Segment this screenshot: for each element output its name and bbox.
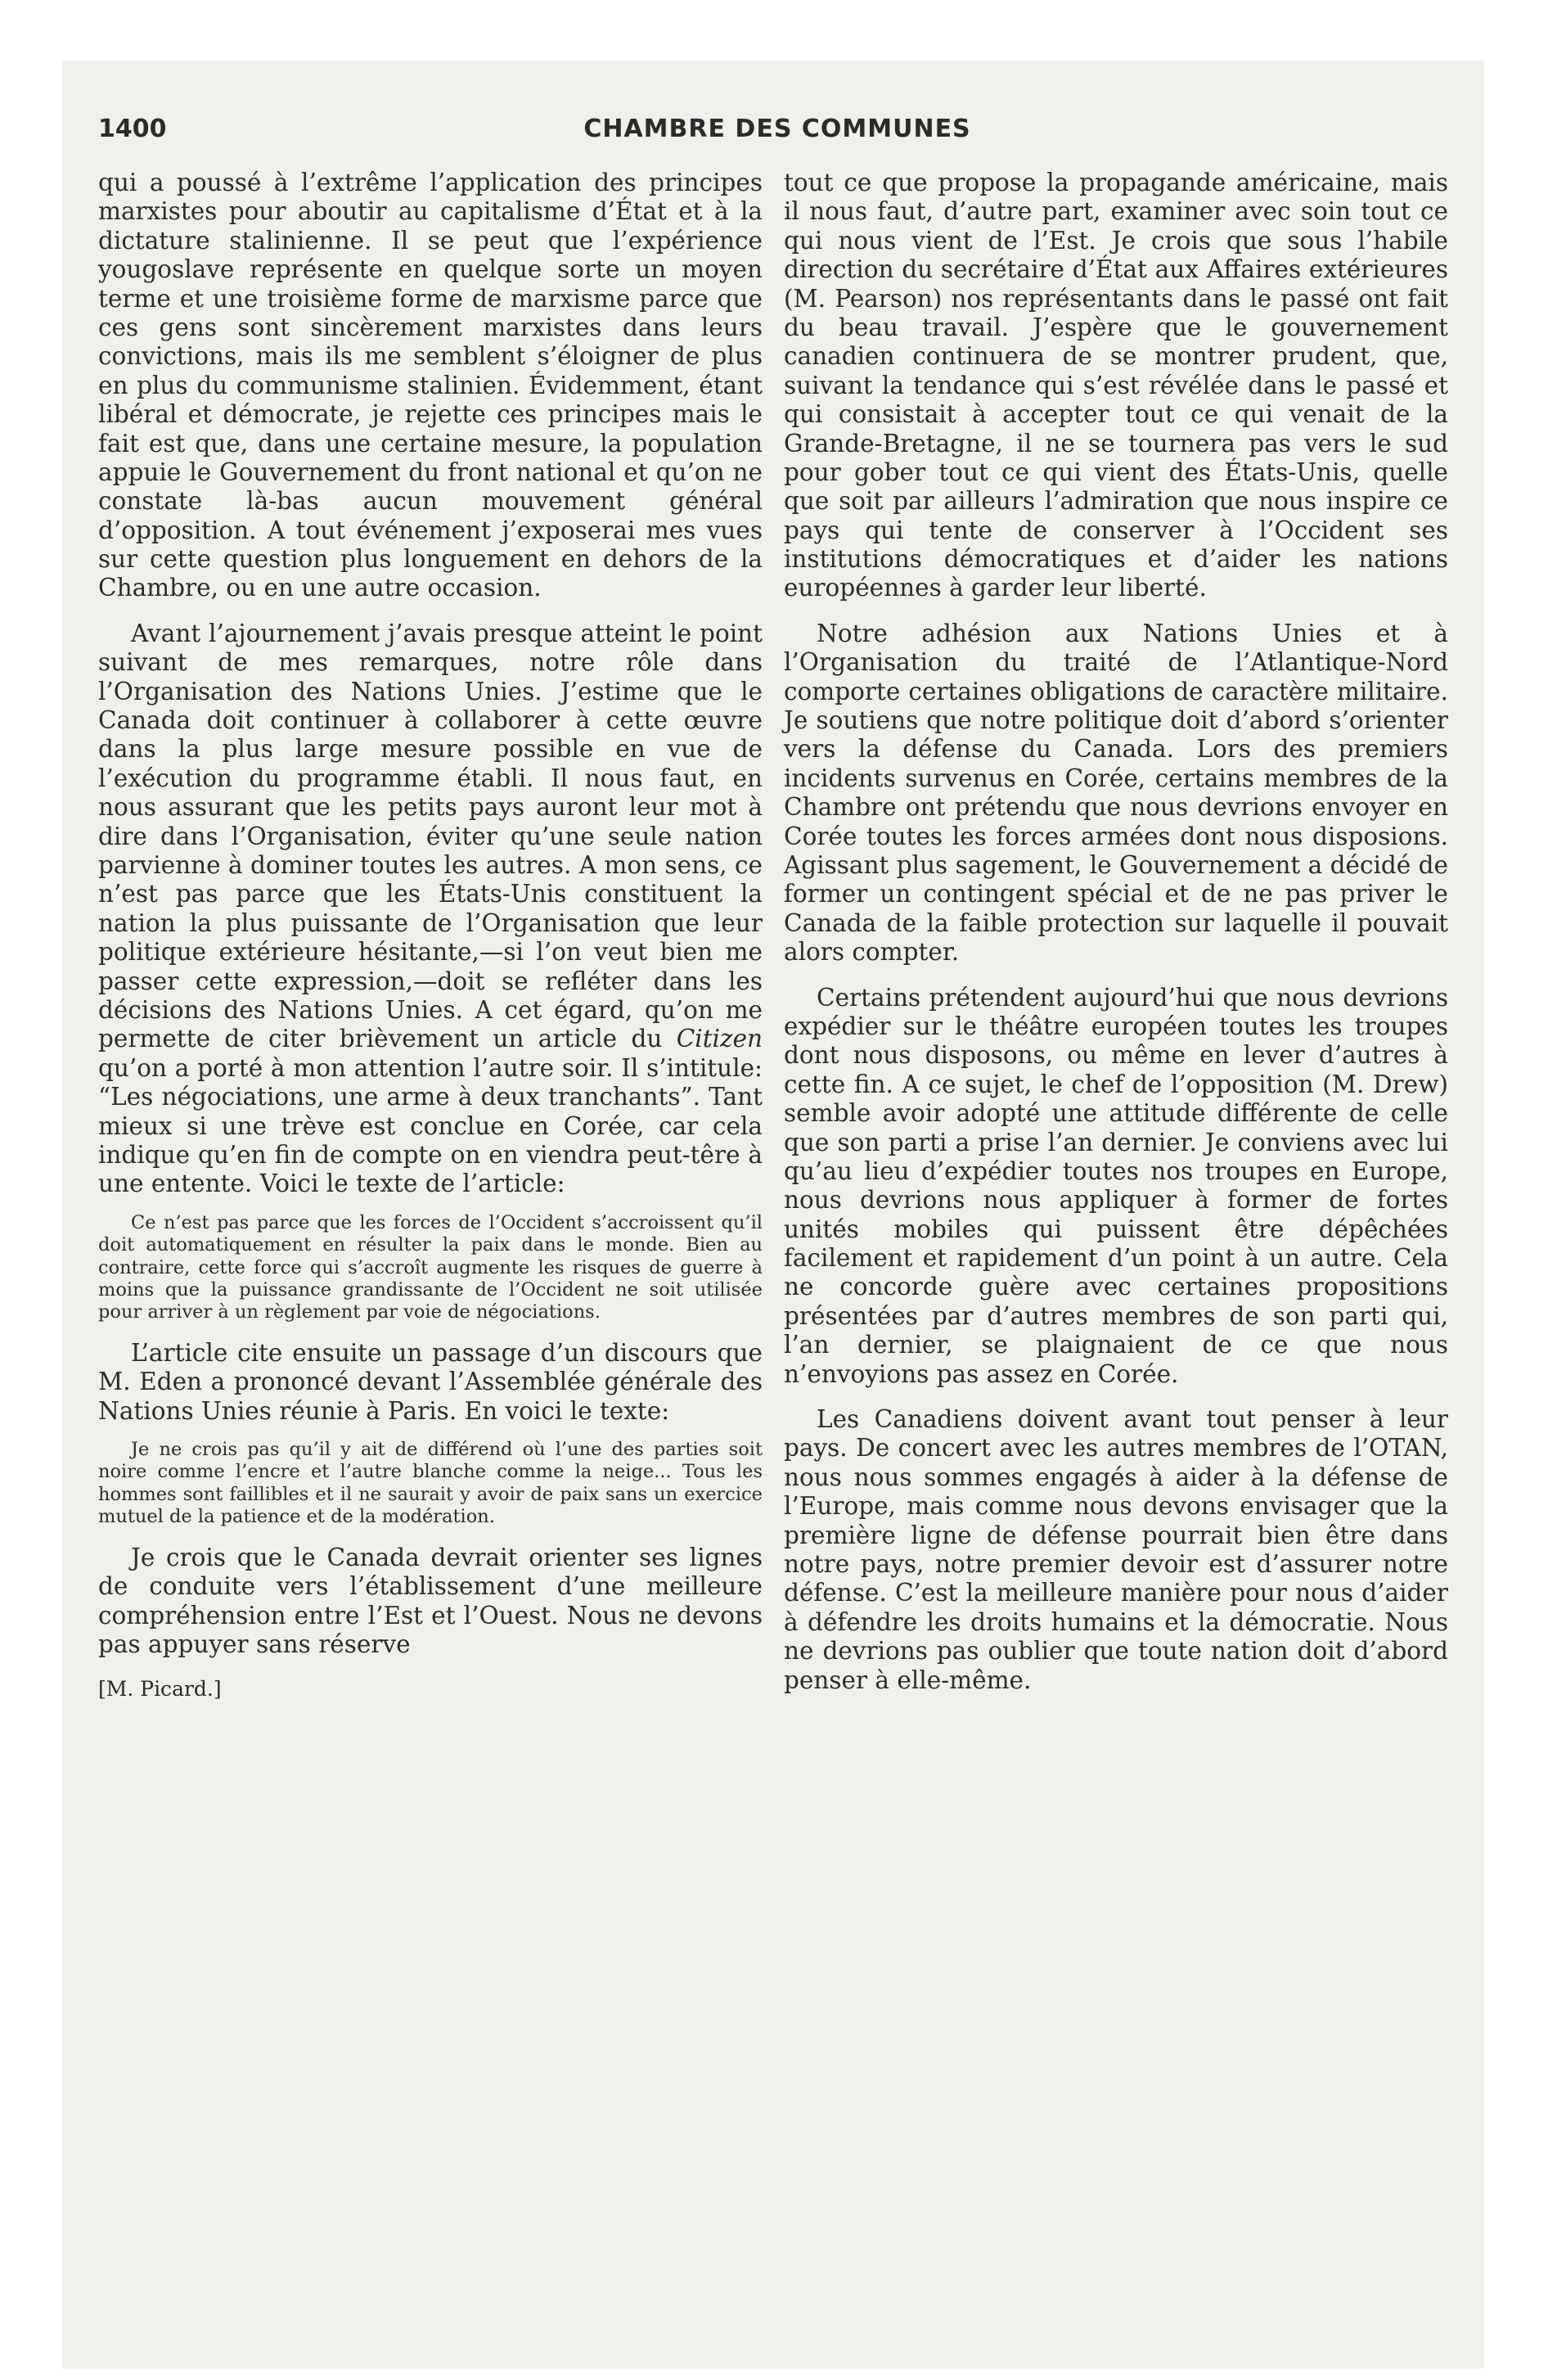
- right-paragraph-2: Notre adhésion aux Nations Unies et à l’Organisation du traité de l’Atlantique-Nord comporte certaines obligations de caractère militaire. Je soutiens que notre politique doit d’abord s’orienter vers la défense du Canada. Lors des premiers incidents survenus en Corée, certains membres de la Chambre ont prétendu que nous devrions envoyer en Corée toutes les forces armées dont nous disposions. Agissant plus sagement, le Gouvernement a décidé de former un contingent spécial et de ne pas priver le Canada de la faible protection sur laquelle il pouvait alors compter.: [784, 619, 1448, 967]
- left-paragraph-2-end: qu’on a porté à mon attention l’autre soir. Il s’intitule: “Les négociations, une arme à deux tranchants”. Tant mieux si une trève est conclue en Corée, car cela indique qu’en fin de compte on en viendra peut-têre à une entente. Voici le texte de l’article:: [98, 1053, 763, 1198]
- citizen-title: Citizen: [676, 1025, 763, 1053]
- left-paragraph-2: [98, 620, 763, 1199]
- running-head: CHAMBRE DES COMMUNES: [583, 115, 971, 143]
- left-paragraph-3: L’article cite ensuite un passage d’un discours que M. Eden a prononcé devant l’Assemblée générale des Nations Unies réunie à Paris. En voici le texte:: [98, 1338, 763, 1425]
- left-paragraph-2-start: Avant l’ajournement j’avais presque atteint le point suivant de mes remarques, notre rôle dans l’Organisation des Nations Unies. J’estime que le Canada doit continuer à collaborer à cette œuvre dans la plus large mesure possible en vue de l’exécution du programme établi. Il nous faut, en nous assurant que les petits pays auront leur mot à dire dans l’Organisation, éviter qu’une seule nation parvienne à dominer toutes les autres. A mon sens, ce n’est pas parce que les États-Unis constituent la nation la plus puissante de l’Organisation que leur politique extérieure hésitante,—si l’on veut bien me passer cette expression,—doit se refléter dans les décisions des Nations Unies. A cet égard, qu’on me permette de citer brièvement un article du: [98, 619, 763, 1053]
- right-paragraph-4: Les Canadiens doivent avant tout penser à leur pays. De concert avec les autres membres de l’OTAN, nous nous sommes engagés à aider à la défense de l’Europe, mais comme nous devons envisager que la première ligne de défense pourrait bien être dans notre pays, notre premier devoir est d’assurer notre défense. C’est la meilleure manière pour nous d’aider à défendre les droits humains et la démocratie. Nous ne devrions pas oublier que toute nation doit d’abord penser à elle-même.: [784, 1405, 1448, 1694]
- speaker-attribution: [M. Picard.]: [98, 1677, 222, 1702]
- right-paragraph-3: Certains prétendent aujourd’hui que nous devrions expédier sur le théâtre européen toutes les troupes dont nous disposons, ou même en lever d’autres à cette fin. A ce sujet, le chef de l’opposition (M. Drew) semble avoir adopté une attitude différente de celle que son parti a prise l’an dernier. Je conviens avec lui qu’au lieu d’expédier toutes nos troupes en Europe, nous devrions nous appliquer à former de fortes unités mobiles qui puissent être dépêchées facilement et rapidement d’un point à un autre. Cela ne concorde guère avec certaines propositions présentées par d’autres membres de son parti qui, l’an dernier, se plaignaient de ce que nous n’envoyions pas assez en Corée.: [784, 983, 1448, 1388]
- right-column: [784, 169, 1448, 1695]
- left-column: [98, 169, 763, 1701]
- right-paragraph-1: tout ce que propose la propagande américaine, mais il nous faut, d’autre part, examiner avec soin tout ce qui nous vient de l’Est. Je crois que sous l’habile direction du secrétaire d’État aux Affaires extérieures (M. Pearson) nos représentants dans le passé ont fait du beau travail. J’espère que le gouvernement canadien continuera de se montrer prudent, que, suivant la tendance qui s’est révélée dans le passé et qui consistait à accepter tout ce qui venait de la Grande-Bretagne, il ne se tournera pas vers le sud pour gober tout ce qui vient des États-Unis, quelle que soit par ailleurs l’admiration que nous inspire ce pays qui tente de conserver à l’Occident ses institutions démocratiques et d’aider les nations européennes à garder leur liberté.: [784, 169, 1448, 602]
- hansard-page: [98, 115, 1456, 2341]
- quote-citizen-article: Ce n’est pas parce que les forces de l’Occident s’accroissent qu’il doit automatiquement en résulter la paix dans le monde. Bien au contraire, cette force qui s’accroît augmente les risques de guerre à moins que la puissance grandissante de l’Occident ne soit utilisée pour arriver à un règlement par voie de négociations.: [98, 1211, 763, 1323]
- left-paragraph-4: Je crois que le Canada devrait orienter ses lignes de conduite vers l’établissement d’une meilleure compréhension entre l’Est et l’Ouest. Nous ne devons pas appuyer sans réserve: [98, 1543, 763, 1658]
- left-paragraph-1: qui a poussé à l’extrême l’application des principes marxistes pour aboutir au capitalisme d’État et à la dictature stalinienne. Il se peut que l’expérience yougoslave représente en quelque sorte un moyen terme et une troisième forme de marxisme parce que ces gens sont sincèrement marxistes dans leurs convictions, mais ils me semblent s’éloigner de plus en plus du communisme stalinien. Évidemment, étant libéral et démocrate, je rejette ces principes mais le fait est que, dans une certaine mesure, la population appuie le Gouvernement du front national et qu’on ne constate là-bas aucun mouvement général d’opposition. A tout événement j’exposerai mes vues sur cette question plus longuement en dehors de la Chambre, ou en une autre occasion.: [98, 169, 763, 602]
- page-header: [98, 115, 1456, 169]
- page-number: 1400: [98, 115, 167, 143]
- quote-eden-speech: Je ne crois pas qu’il y ait de différend où l’une des parties soit noire comme l’encre et l’autre blanche comme la neige... Tous les hommes sont faillibles et il ne saurait y avoir de paix sans un exercice mutuel de la patience et de la modération.: [98, 1439, 763, 1528]
